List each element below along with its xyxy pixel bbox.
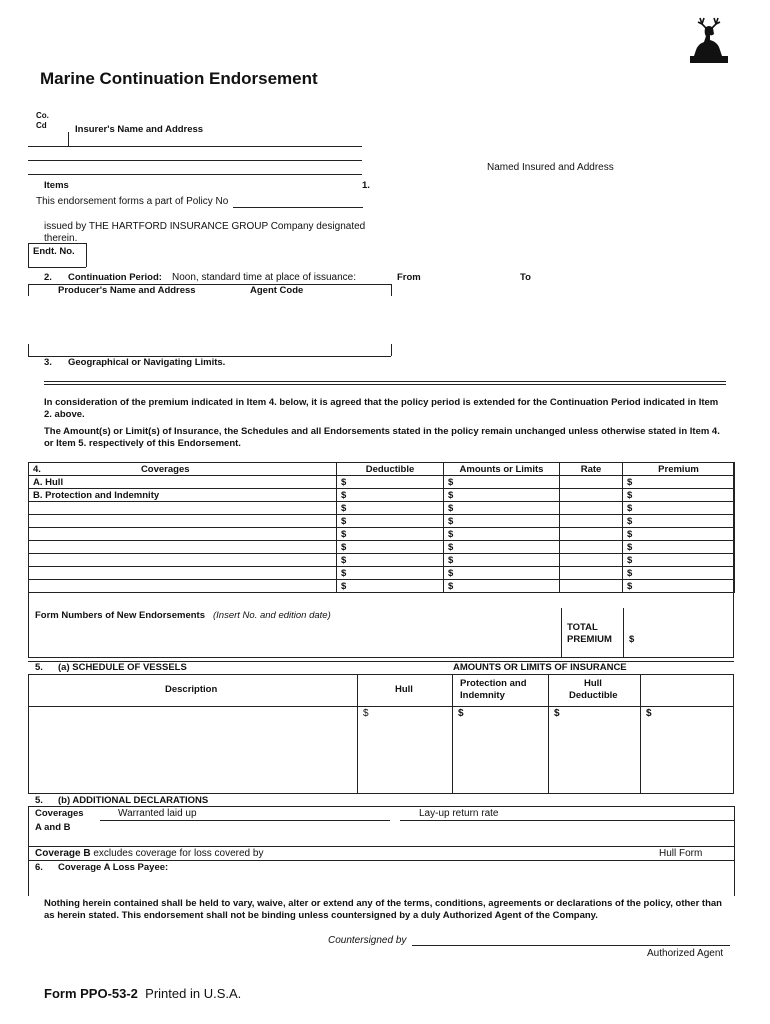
coverage-name bbox=[29, 515, 337, 528]
table-row bbox=[29, 489, 735, 502]
rate-cell[interactable] bbox=[560, 541, 623, 554]
rate-cell[interactable] bbox=[560, 476, 623, 489]
form-numbers-label: Form Numbers of New Endorsements (Insert No. and edition date) bbox=[35, 610, 331, 621]
loss-payee-label: Coverage A Loss Payee: bbox=[58, 862, 169, 873]
extra-value[interactable]: $ bbox=[646, 708, 652, 719]
to-label: To bbox=[520, 272, 531, 283]
policy-text: This endorsement forms a part of Policy No bbox=[36, 196, 229, 207]
table-row bbox=[29, 502, 735, 515]
protection-value[interactable]: $ bbox=[458, 708, 464, 719]
stag-logo bbox=[688, 14, 732, 64]
rate-cell[interactable] bbox=[560, 502, 623, 515]
deductible-cell[interactable]: $ bbox=[337, 515, 444, 528]
cd-label: Cd bbox=[36, 121, 47, 130]
countersigned-label: Countersigned by bbox=[328, 935, 407, 946]
premium-cell[interactable]: $ bbox=[623, 515, 735, 528]
description-header: Description bbox=[165, 684, 218, 695]
premium-cell[interactable]: $ bbox=[623, 541, 735, 554]
endt-no-label: Endt. No. bbox=[33, 246, 75, 257]
coverage-name: A. Hull bbox=[29, 476, 337, 489]
coverage-name bbox=[29, 541, 337, 554]
hull-value[interactable]: $ bbox=[363, 708, 369, 719]
table-row bbox=[29, 515, 735, 528]
deductible-cell[interactable]: $ bbox=[337, 541, 444, 554]
item1-number: 1. bbox=[362, 180, 370, 191]
hull-header: Hull bbox=[395, 684, 413, 695]
coverage-table bbox=[28, 462, 735, 593]
amount-cell[interactable]: $ bbox=[444, 567, 560, 580]
coverage-name bbox=[29, 502, 337, 515]
coverage-name bbox=[29, 580, 337, 593]
deductible-cell[interactable]: $ bbox=[337, 502, 444, 515]
geo-limits-label: Geographical or Navigating Limits. bbox=[68, 357, 226, 368]
hull-form-label: Hull Form bbox=[659, 848, 703, 859]
nothing-contained-text: Nothing herein contained shall be held to vary, waive, alter or extend any of the terms, conditions, agreements or declarations of the policy, other than as herein stated. This endorsement shall not be binding unless countersigned by a duly Authorized Agent of the Company. bbox=[44, 898, 722, 921]
premium-cell[interactable]: $ bbox=[623, 567, 735, 580]
deductible-cell[interactable]: $ bbox=[337, 528, 444, 541]
deductible-cell[interactable]: $ bbox=[337, 567, 444, 580]
consideration-para-2: The Amount(s) or Limit(s) of Insurance, the Schedules and all Endorsements stated in the policy remain unchanged unless otherwise stated in Item 4. or Item 5. respectively of this Endorsement. bbox=[44, 426, 720, 449]
coverages-ab-label-1: Coverages bbox=[35, 808, 84, 819]
item5b-number: 5. bbox=[35, 795, 43, 806]
premium-cell[interactable]: $ bbox=[623, 502, 735, 515]
total-label: TOTAL bbox=[567, 622, 598, 633]
authorized-agent-label: Authorized Agent bbox=[647, 948, 724, 959]
rate-cell[interactable] bbox=[560, 489, 623, 502]
amounts-limits-label: AMOUNTS OR LIMITS OF INSURANCE bbox=[453, 662, 627, 673]
deductible-header: Deductible bbox=[337, 463, 444, 476]
premium-cell[interactable]: $ bbox=[623, 580, 735, 593]
table-row bbox=[29, 541, 735, 554]
coverage-header bbox=[29, 463, 337, 476]
coverage-name bbox=[29, 528, 337, 541]
amounts-header: Amounts or Limits bbox=[444, 463, 560, 476]
amount-cell[interactable]: $ bbox=[444, 541, 560, 554]
premium-cell[interactable]: $ bbox=[623, 554, 735, 567]
insurer-label: Insurer's Name and Address bbox=[75, 124, 204, 135]
countersigned-field[interactable] bbox=[412, 945, 730, 946]
amount-cell[interactable]: $ bbox=[444, 515, 560, 528]
producer-label: Producer's Name and Address bbox=[58, 285, 196, 296]
coverage-b-text: Coverage B excludes coverage for loss covered by bbox=[35, 848, 264, 859]
coverage-name bbox=[29, 567, 337, 580]
rate-cell[interactable] bbox=[560, 567, 623, 580]
total-premium-value[interactable]: $ bbox=[629, 634, 635, 645]
items-label: Items bbox=[44, 180, 69, 191]
deductible-cell[interactable]: $ bbox=[337, 554, 444, 567]
premium-cell[interactable]: $ bbox=[623, 528, 735, 541]
page-title: Marine Continuation Endorsement bbox=[40, 69, 318, 88]
amount-cell[interactable]: $ bbox=[444, 476, 560, 489]
premium-cell[interactable]: $ bbox=[623, 476, 735, 489]
amount-cell[interactable]: $ bbox=[444, 554, 560, 567]
rate-cell[interactable] bbox=[560, 528, 623, 541]
policy-number-field[interactable] bbox=[233, 207, 363, 208]
deductible-cell[interactable]: $ bbox=[337, 476, 444, 489]
schedule-label: (a) SCHEDULE OF VESSELS bbox=[58, 662, 187, 673]
layup-return-rate: Lay-up return rate bbox=[419, 808, 499, 819]
item4-number: 4. bbox=[33, 463, 41, 475]
premium-label: PREMIUM bbox=[567, 634, 612, 645]
named-insured-label: Named Insured and Address bbox=[487, 162, 614, 173]
protection-header-2: Indemnity bbox=[460, 690, 505, 701]
rate-cell[interactable] bbox=[560, 515, 623, 528]
co-label: Co. bbox=[36, 111, 49, 120]
amount-cell[interactable]: $ bbox=[444, 528, 560, 541]
table-row bbox=[29, 580, 735, 593]
rate-header: Rate bbox=[560, 463, 623, 476]
deductible-cell[interactable]: $ bbox=[337, 580, 444, 593]
table-row bbox=[29, 554, 735, 567]
table-row bbox=[29, 528, 735, 541]
item5a-number: 5. bbox=[35, 662, 43, 673]
additional-declarations-label: (b) ADDITIONAL DECLARATIONS bbox=[58, 795, 209, 806]
hull-deductible-value[interactable]: $ bbox=[554, 708, 560, 719]
amount-cell[interactable]: $ bbox=[444, 489, 560, 502]
continuation-period-label: Continuation Period: bbox=[68, 272, 162, 283]
premium-header: Premium bbox=[623, 463, 735, 476]
agent-code-label: Agent Code bbox=[250, 285, 304, 296]
warranted-laid-up: Warranted laid up bbox=[118, 808, 197, 819]
amount-cell[interactable]: $ bbox=[444, 580, 560, 593]
issued-by-text: issued by THE HARTFORD INSURANCE GROUP Company designated therein. bbox=[44, 221, 366, 244]
consideration-para-1: In consideration of the premium indicated in Item 4. below, it is agreed that the policy period is extended for the Continuation Period indicated in Item 2. above. bbox=[44, 397, 719, 420]
rate-cell[interactable] bbox=[560, 580, 623, 593]
hull-deductible-header-1: Hull bbox=[584, 678, 602, 689]
continuation-period-text: Noon, standard time at place of issuance: bbox=[172, 272, 356, 283]
coverages-header: Coverages bbox=[140, 463, 190, 475]
deductible-cell[interactable]: $ bbox=[337, 489, 444, 502]
item3-number: 3. bbox=[44, 357, 52, 368]
coverages-ab-label-2: A and B bbox=[35, 822, 71, 833]
protection-header-1: Protection and bbox=[460, 678, 527, 689]
rate-cell[interactable] bbox=[560, 554, 623, 567]
coverage-name: B. Protection and Indemnity bbox=[29, 489, 337, 502]
item6-number: 6. bbox=[35, 862, 43, 873]
hull-deductible-header-2: Deductible bbox=[569, 690, 618, 701]
from-label: From bbox=[397, 272, 421, 283]
form-footer: Form PPO-53-2 Printed in U.S.A. bbox=[44, 986, 242, 1001]
coverage-name bbox=[29, 554, 337, 567]
table-row bbox=[29, 476, 735, 489]
item2-number: 2. bbox=[44, 272, 52, 283]
amount-cell[interactable]: $ bbox=[444, 502, 560, 515]
premium-cell[interactable]: $ bbox=[623, 489, 735, 502]
table-row bbox=[29, 567, 735, 580]
